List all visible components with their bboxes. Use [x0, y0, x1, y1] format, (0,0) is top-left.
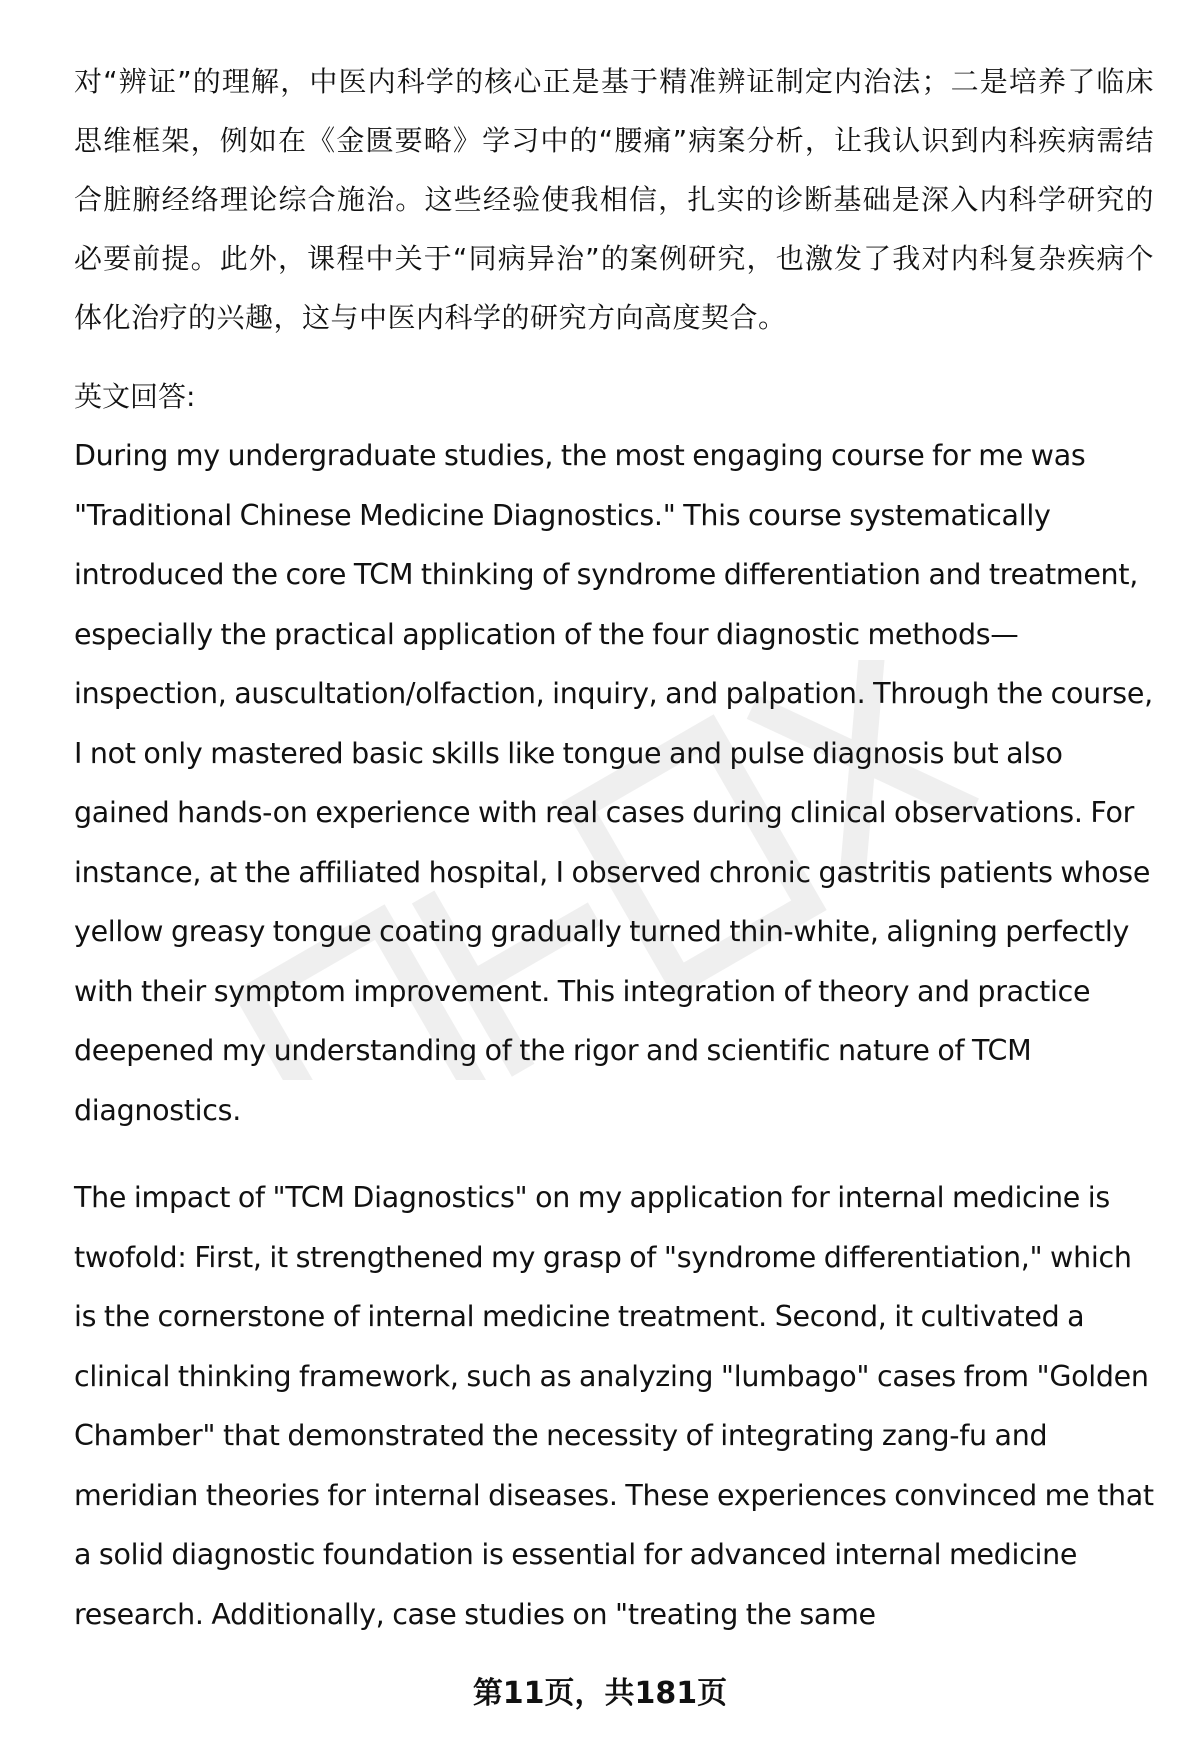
english-paragraph-2: The impact of "TCM Diagnostics" on my application for internal medicine is twofold: First, it strengthened my grasp of "syndrome differentiation," which is the cornerstone of internal medicine treatment. Second, it cultivated a clinical thinking framework, such as analyzing "lumbago" cases from "Golden Chamber" that demonstrated the necessity of integrating zang-fu and meridian theories for internal diseases. These experiences convinced me that a solid diagnostic foundation is essential for advanced internal medicine research. Additionally, case studies on "treating the same [74, 1181, 1154, 1631]
english-paragraph-1: During my undergraduate studies, the most engaging course for me was "Traditional Chinese Medicine Diagnostics." This course systematically introduced the core TCM thinking of syndrome differentiation and treatment, especially the practical application of the four diagnostic methods—inspection, auscultation/olfaction, inquiry, and palpation. Through the course, I not only mastered basic skills like tongue and pulse diagnosis but also gained hands-on experience with real cases during clinical observations. For instance, at the affiliated hospital, I observed chronic gastritis patients whose yellow greasy tongue coating gradually turned thin-white, aligning perfectly with their symptom improvement. This integration of theory and practice deepened my understanding of the rigor and scientific nature of TCM diagnostics. [74, 439, 1153, 1127]
chinese-paragraph: 对“辨证”的理解，中医内科学的核心正是基于精准辨证制定内治法；二是培养了临床思维框架，例如在《金匮要略》学习中的“腰痛”病案分析，让我认识到内科疾病需结合脏腑经络理论综合施治。这些经验使我相信，扎实的诊断基础是深入内科学研究的必要前提。此外，课程中关于“同病异治”的案例研究，也激发了我对内科复杂疾病个体化治疗的兴趣，这与中医内科学的研究方向高度契合。 [74, 65, 1154, 334]
page-number-footer: 第11页，共181页 [472, 1676, 728, 1711]
document-body [74, 52, 1154, 1672]
english-answer-label: 英文回答: [74, 380, 196, 413]
